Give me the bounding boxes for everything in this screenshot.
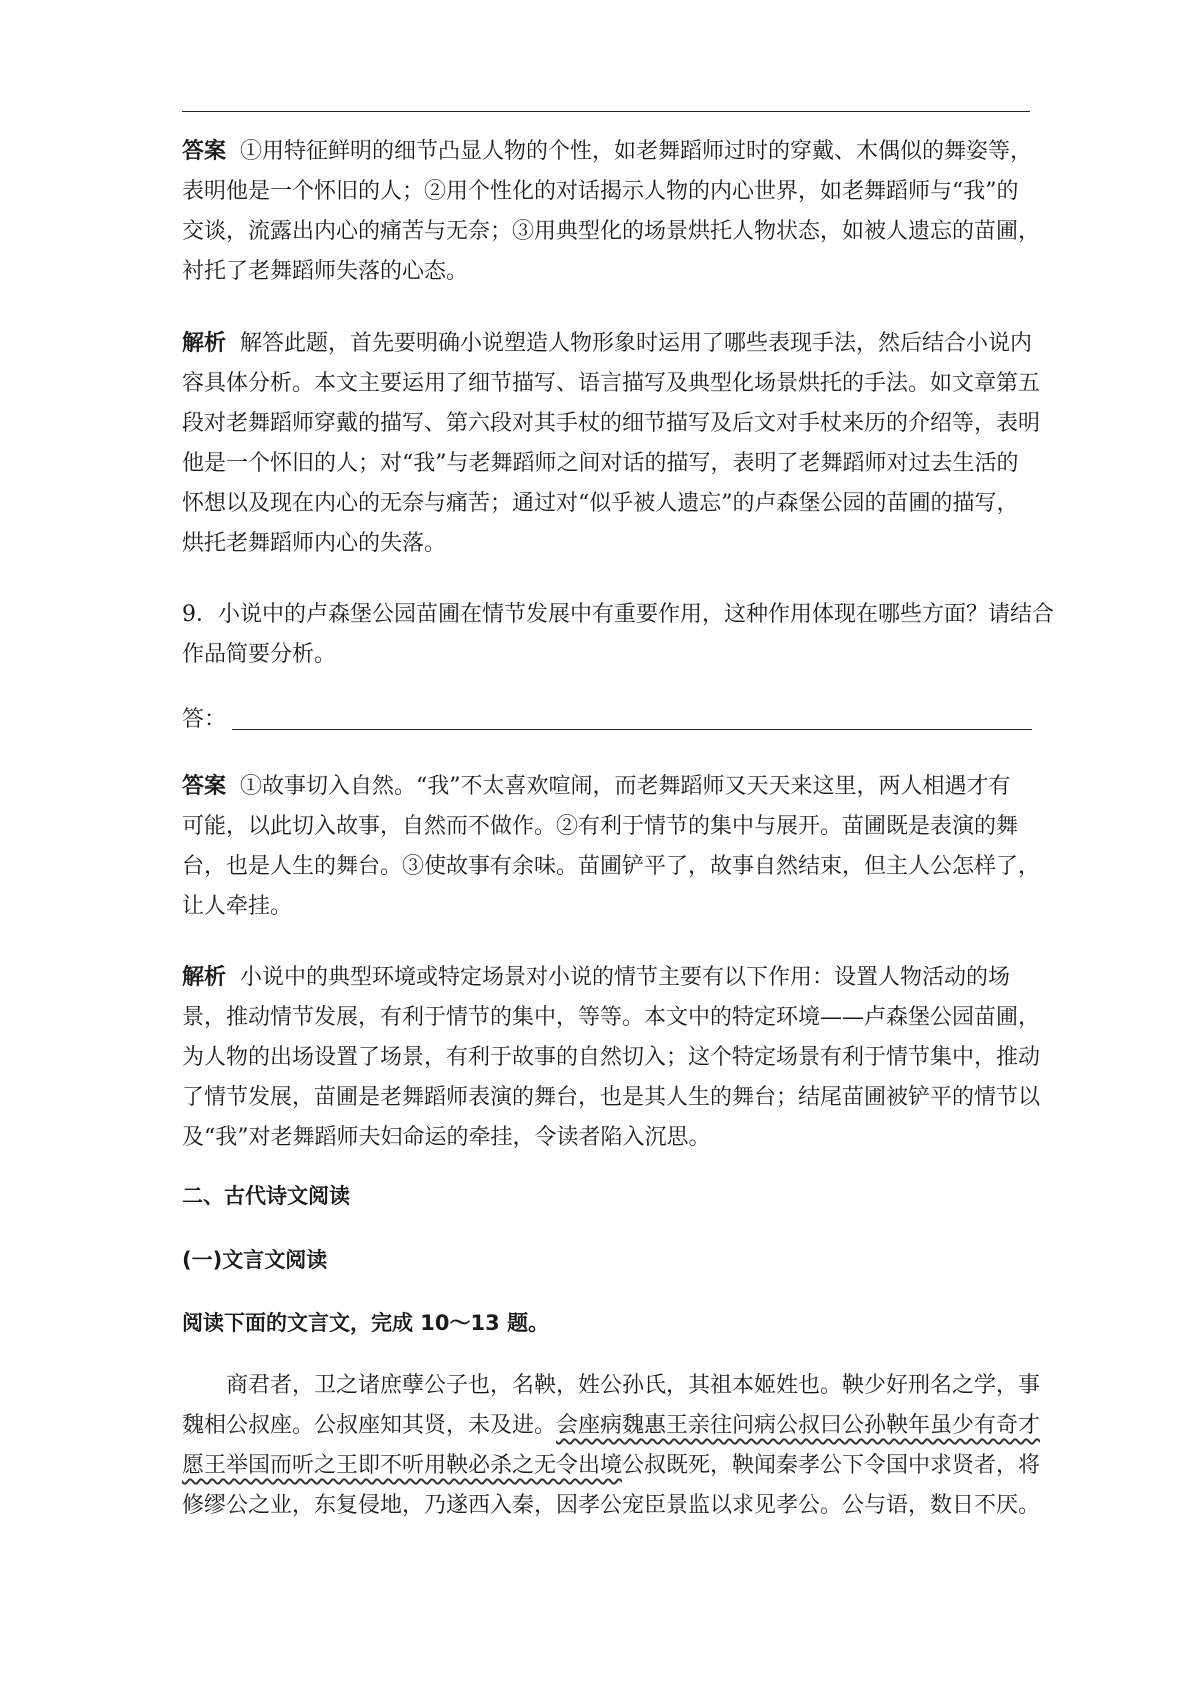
- subsection-title: (一)文言文阅读: [182, 1248, 328, 1272]
- answer-line: 台，也是人生的舞台。③使故事有余味。苗圃铲平了，故事自然结束，但主人公怎样了，: [182, 854, 1041, 879]
- q9-analysis: [182, 958, 1041, 1158]
- analysis-line: 怀想以及现在内心的无奈与痛苦；通过对“似乎被人遗忘”的卢森堡公园的苗圃的描写，: [182, 491, 1019, 516]
- answer-line: ①故事切入自然。“我”不太喜欢喧闹，而老舞蹈师又天天来这里，两人相遇才有: [240, 774, 1011, 799]
- underlined-sentence: 愿王举国而听之王即不听用鞅必杀之无令出境: [182, 1453, 623, 1478]
- answer-line: ①用特征鲜明的细节凸显人物的个性，如老舞蹈师过时的穿戴、木偶似的舞姿等，: [240, 139, 1033, 164]
- answer-label: 答案: [182, 139, 227, 164]
- analysis-line: 为人物的出场设置了场景，有利于故事的自然切入；这个特定场景有利于情节集中，推动: [182, 1045, 1041, 1070]
- passage-text: 公叔既死，鞅闻秦孝公下令国中求贤者，将: [622, 1453, 1041, 1478]
- answer-prefix: 答：: [182, 707, 227, 732]
- analysis-line: 了情节发展，苗圃是老舞蹈师表演的舞台，也是其人生的舞台；结尾苗圃被铲平的情节以: [182, 1085, 1041, 1110]
- answer-line: 交谈，流露出内心的痛苦与无奈；③用典型化的场景烘托人物状态，如被人遗忘的苗圃，: [182, 219, 1041, 244]
- q9-question: [182, 595, 1055, 675]
- answer-line: 可能，以此切入故事，自然而不做作。②有利于情节的集中与展开。苗圃既是表演的舞: [182, 814, 1019, 839]
- analysis-line: 景，推动情节发展，有利于情节的集中，等等。本文中的特定环境——卢森堡公园苗圃，: [182, 1005, 1041, 1030]
- analysis-line: 段对老舞蹈师穿戴的描写、第六段对其手杖的细节描写及后文对手杖来历的介绍等，表明: [182, 411, 1041, 436]
- analysis-line: 及“我”对老舞蹈师夫妇命运的牵挂，令读者陷入沉思。: [182, 1125, 711, 1150]
- analysis-line: 小说中的典型环境或特定场景对小说的情节主要有以下作用：设置人物活动的场: [240, 965, 1011, 990]
- q9-analysis-block: [182, 958, 1041, 1158]
- classical-passage: [182, 1366, 1041, 1526]
- answer-label: 答案: [182, 774, 227, 799]
- question-line: 作品简要分析。: [182, 642, 337, 667]
- passage-text: 魏相公叔座。公叔座知其贤，未及进。: [182, 1413, 557, 1438]
- analysis-label: 解析: [182, 331, 227, 356]
- answer-line: 表明他是一个怀旧的人；②用个性化的对话揭示人物的内心世界，如老舞蹈师与“我”的: [182, 179, 1019, 204]
- q9-answer: [182, 767, 1041, 927]
- passage-line: 商君者，卫之诸庶孽公子也，名鞅，姓公孙氏，其祖本姬姓也。鞅少好刑名之学，事: [226, 1373, 1041, 1398]
- analysis-line: 烘托老舞蹈师内心的失落。: [182, 531, 447, 556]
- question-line: 9．小说中的卢森堡公园苗圃在情节发展中有重要作用，这种作用体现在哪些方面？请结合: [182, 602, 1055, 627]
- answer-blank-row: [182, 700, 1032, 740]
- header-rule: [182, 111, 1030, 112]
- answer-line: 衬托了老舞蹈师失落的心态。: [182, 259, 469, 284]
- analysis-line: 容具体分析。本文主要运用了细节描写、语言描写及典型化场景烘托的手法。如文章第五: [182, 371, 1041, 396]
- section-title: 二、古代诗文阅读: [182, 1184, 350, 1208]
- q9-answer-block: [182, 767, 1041, 927]
- q8-analysis-block: [182, 324, 1041, 564]
- instruction-text: 阅读下面的文言文，完成 10～13 题。: [182, 1311, 550, 1335]
- answer-line: 让人牵挂。: [182, 894, 293, 919]
- q8-analysis: [182, 324, 1041, 564]
- answer-blank-line[interactable]: [232, 703, 1032, 730]
- analysis-label: 解析: [182, 965, 227, 990]
- q8-answer: [182, 132, 1041, 292]
- underlined-sentence: 会座病魏惠王亲往问病公叔曰公孙鞅年虽少有奇才: [556, 1413, 1041, 1438]
- analysis-line: 他是一个怀旧的人；对“我”与老舞蹈师之间对话的描写，表明了老舞蹈师对过去生活的: [182, 451, 1019, 476]
- analysis-line: 解答此题，首先要明确小说塑造人物形象时运用了哪些表现手法，然后结合小说内: [240, 331, 1033, 356]
- q9-question-block: [182, 595, 1055, 675]
- passage-line: 修缪公之业，东复侵地，乃遂西入秦，因孝公宠臣景监以求见孝公。公与语，数日不厌。: [182, 1493, 1041, 1518]
- passage-paragraph: [182, 1366, 1041, 1526]
- q8-answer-block: [182, 132, 1041, 292]
